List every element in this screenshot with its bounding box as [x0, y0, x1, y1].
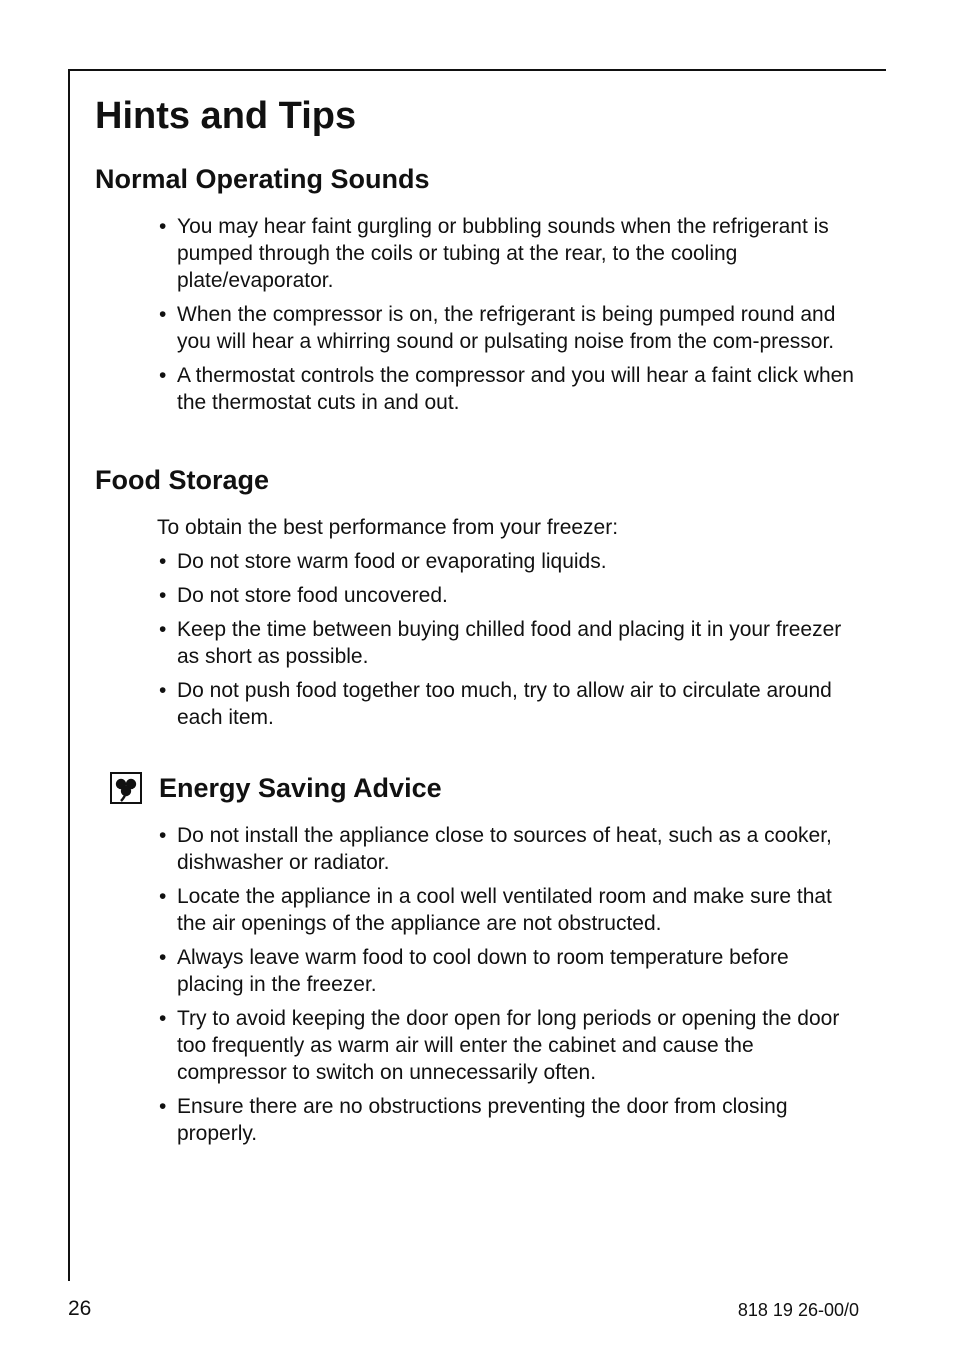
- page-title: Hints and Tips: [95, 95, 357, 137]
- list-item: • Locate the appliance in a cool well ventilated room and make sure that the air openings of the appliance are not obstructed.: [157, 883, 857, 937]
- clover-leaf-icon: [110, 772, 142, 804]
- list-item: • Do not store warm food or evaporating liquids.: [157, 548, 857, 575]
- normal-sounds-list: [157, 213, 857, 423]
- list-item: • Do not install the appliance close to sources of heat, such as a cooker, dishwasher or radiator.: [157, 822, 857, 876]
- list-item: • Try to avoid keeping the door open for long periods or opening the door too frequently as warm air will enter the cabinet and cause the compressor to switch on unnecessarily often.: [157, 1005, 857, 1086]
- section-heading-normal-operating-sounds: Normal Operating Sounds: [95, 164, 430, 194]
- page-number: 26: [68, 1297, 92, 1320]
- food-storage-intro: To obtain the best performance from your freezer:: [157, 516, 619, 539]
- list-item: • Keep the time between buying chilled food and placing it in your freezer as short as possible.: [157, 616, 857, 670]
- energy-saving-list: [157, 822, 857, 1154]
- list-item: • You may hear faint gurgling or bubbling sounds when the refrigerant is pumped through the coils or tubing at the rear, to the cooling plate/evaporator.: [157, 213, 857, 294]
- food-storage-list: [157, 548, 857, 738]
- document-code: 818 19 26-00/0: [737, 1300, 859, 1320]
- list-item: • Ensure there are no obstructions preventing the door from closing properly.: [157, 1093, 857, 1147]
- list-item: • When the compressor is on, the refrigerant is being pumped round and you will hear a whirring sound or pulsating noise from the com-pressor.: [157, 301, 857, 355]
- list-item: • Do not store food uncovered.: [157, 582, 857, 609]
- top-border-rule: [68, 69, 886, 71]
- section-heading-energy-saving-advice: Energy Saving Advice: [159, 773, 442, 803]
- list-item: • Do not push food together too much, try to allow air to circulate around each item.: [157, 677, 857, 731]
- list-item: • A thermostat controls the compressor and you will hear a faint click when the thermostat cuts in and out.: [157, 362, 857, 416]
- list-item: • Always leave warm food to cool down to room temperature before placing in the freezer.: [157, 944, 857, 998]
- section-heading-food-storage: Food Storage: [95, 465, 269, 495]
- left-border-rule: [68, 69, 70, 1281]
